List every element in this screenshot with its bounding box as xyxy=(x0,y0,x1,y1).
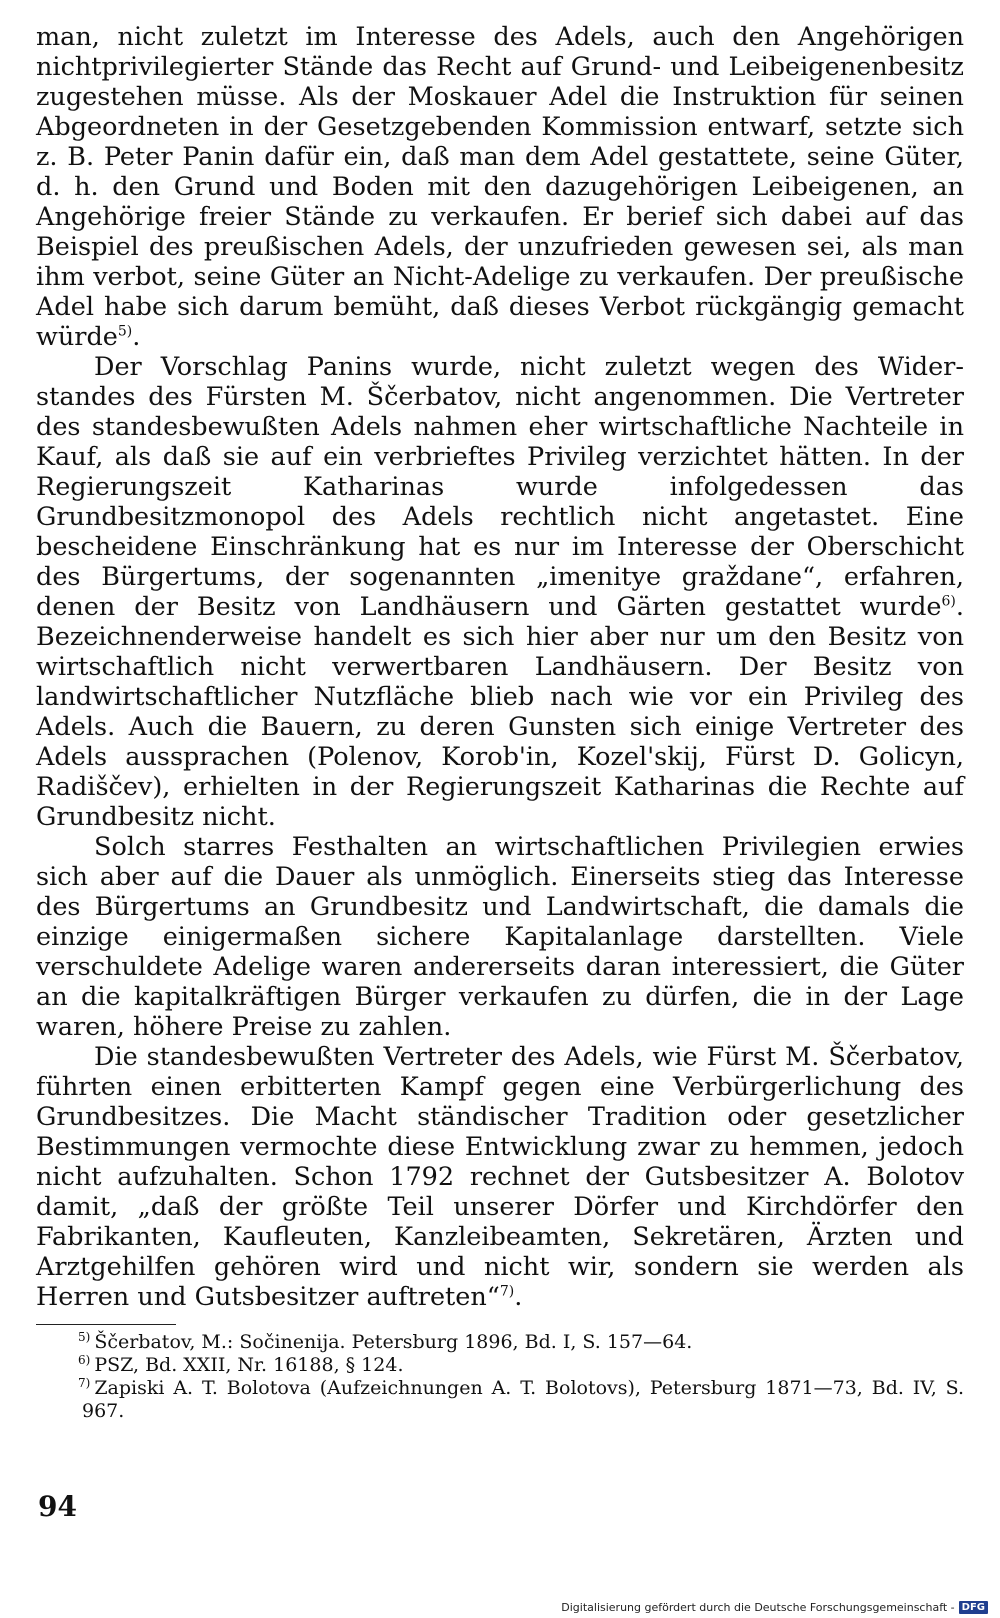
footnote xyxy=(36,1331,964,1354)
paragraph-text: Die standesbewußten Vertreter des Adels, wie Fürst M. Ščerbatov, führten einen erbitterten Kampf gegen eine Verbürgerlichung des Grundbesitzes. Die Macht ständischer Tradition oder gesetzlicher Bestimmungen vermochte diese Entwicklung zwar zu hemmen, jedoch nicht aufzuhalten. Schon 1792 rechnet der Gutsbesitzer A. Bolotov damit, „daß der größte Teil unserer Dörfer und Kirchdörfer den Fabrikanten, Kaufleuten, Kanzleibeamten, Sekretären, Ärzten und Arztgehilfen gehören wird und nicht wir, sondern sie werden als Herren und Gutsbesitzer auftreten“ xyxy=(36,1042,964,1312)
footnote-text: Zapiski A. T. Bolotova (Aufzeichnungen A. T. Bolotovs), Petersburg 1871—73, Bd. IV, S. 967. xyxy=(82,1377,964,1422)
page-number: 94 xyxy=(38,1490,77,1523)
footnote xyxy=(36,1354,964,1377)
footnote-marker: 6) xyxy=(78,1352,91,1367)
paragraph xyxy=(36,22,964,352)
footnote-reference: 7) xyxy=(499,1283,515,1300)
paragraph-text: man, nicht zuletzt im Interesse des Adels, auch den Angehörigen nichtprivilegierter Stände das Recht auf Grund- und Leibeigenenbesitz zugestehen müsse. Als der Moskauer Adel die Instruktion für seinen Abgeordneten in der Gesetzgebenden Kommission entwarf, setzte sich z. B. Peter Panin dafür ein, daß man dem Adel gestattete, seine Güter, d. h. den Grund und Boden mit den dazugehörigen Leibeigenen, an Angehörige freier Stände zu verkaufen. Er berief sich dabei auf das Beispiel des preußischen Adels, der unzufrieden gewesen sei, als man ihm verbot, seine Güter an Nicht-Adelige zu verkaufen. Der preußische Adel habe sich darum bemüht, daß dieses Verbot rückgängig gemacht würde xyxy=(36,22,964,352)
footnote-divider xyxy=(36,1324,176,1325)
footnote-text: Ščerbatov, M.: Sočinenija. Petersburg 1896, Bd. I, S. 157—64. xyxy=(94,1331,693,1353)
footnote xyxy=(36,1377,964,1423)
paragraph xyxy=(36,832,964,1042)
main-text xyxy=(36,22,964,1312)
dfg-logo: DFG xyxy=(959,1601,988,1614)
page-body xyxy=(36,22,964,1423)
footnote-marker: 7) xyxy=(78,1375,91,1390)
footnote-text: PSZ, Bd. XXII, Nr. 16188, § 124. xyxy=(94,1354,404,1376)
paragraph xyxy=(36,352,964,832)
footnote-reference: 6) xyxy=(941,593,956,610)
credit-text: Digitalisierung gefördert durch die Deutsche Forschungsgemeinschaft - xyxy=(561,1601,955,1614)
paragraph-text: . Bezeichnenderweise handelt es sich hier aber nur um den Besitz von wirtschaftlich nicht verwertbaren Landhäusern. Der Besitz von landwirtschaftlicher Nutzfläche blieb nach wie vor ein Privileg des Adels. Auch die Bauern, zu deren Gunsten sich einige Vertreter des Adels aussprachen (Polenov, Korob'in, Kozel'skij, Fürst D. Golicyn, Radiščev), erhielten in der Regierungszeit Katharinas die Rechte auf Grundbesitz nicht. xyxy=(36,592,964,832)
footnotes xyxy=(36,1331,964,1423)
paragraph-text: . xyxy=(132,322,141,352)
paragraph-text: Der Vorschlag Panins wurde, nicht zuletzt wegen des Widerstandes des Fürsten M. Ščerbatov, nicht angenommen. Die Vertreter des standesbewußten Adels nahmen eher wirtschaftliche Nachteile in Kauf, als daß sie auf ein verbrieftes Privileg verzichtet hätten. In der Regierungszeit Katharinas wurde infolgedessen das Grundbesitzmonopol des Adels rechtlich nicht angetastet. Eine bescheidene Einschränkung hat es nur im Interesse der Oberschicht des Bürgertums, der sogenannten „imenitye graždane“, erfahren, denen der Besitz von Landhäusern und Gärten gestattet wurde xyxy=(36,352,964,622)
paragraph-text: . xyxy=(514,1282,523,1312)
footnote-marker: 5) xyxy=(78,1329,91,1344)
paragraph-text: Solch starres Festhalten an wirtschaftlichen Privilegien erwies sich aber auf die Dauer als unmöglich. Einerseits stieg das Interesse des Bürgertums an Grundbesitz und Landwirtschaft, die damals die einzige einigermaßen sichere Kapitalanlage darstellten. Viele verschuldete Adelige waren andererseits daran interessiert, die Güter an die kapitalkräftigen Bürger verkaufen zu dürfen, die in der Lage waren, höhere Preise zu zahlen. xyxy=(36,832,964,1042)
digitization-credit xyxy=(561,1601,988,1614)
paragraph xyxy=(36,1042,964,1312)
footnote-reference: 5) xyxy=(117,323,133,340)
